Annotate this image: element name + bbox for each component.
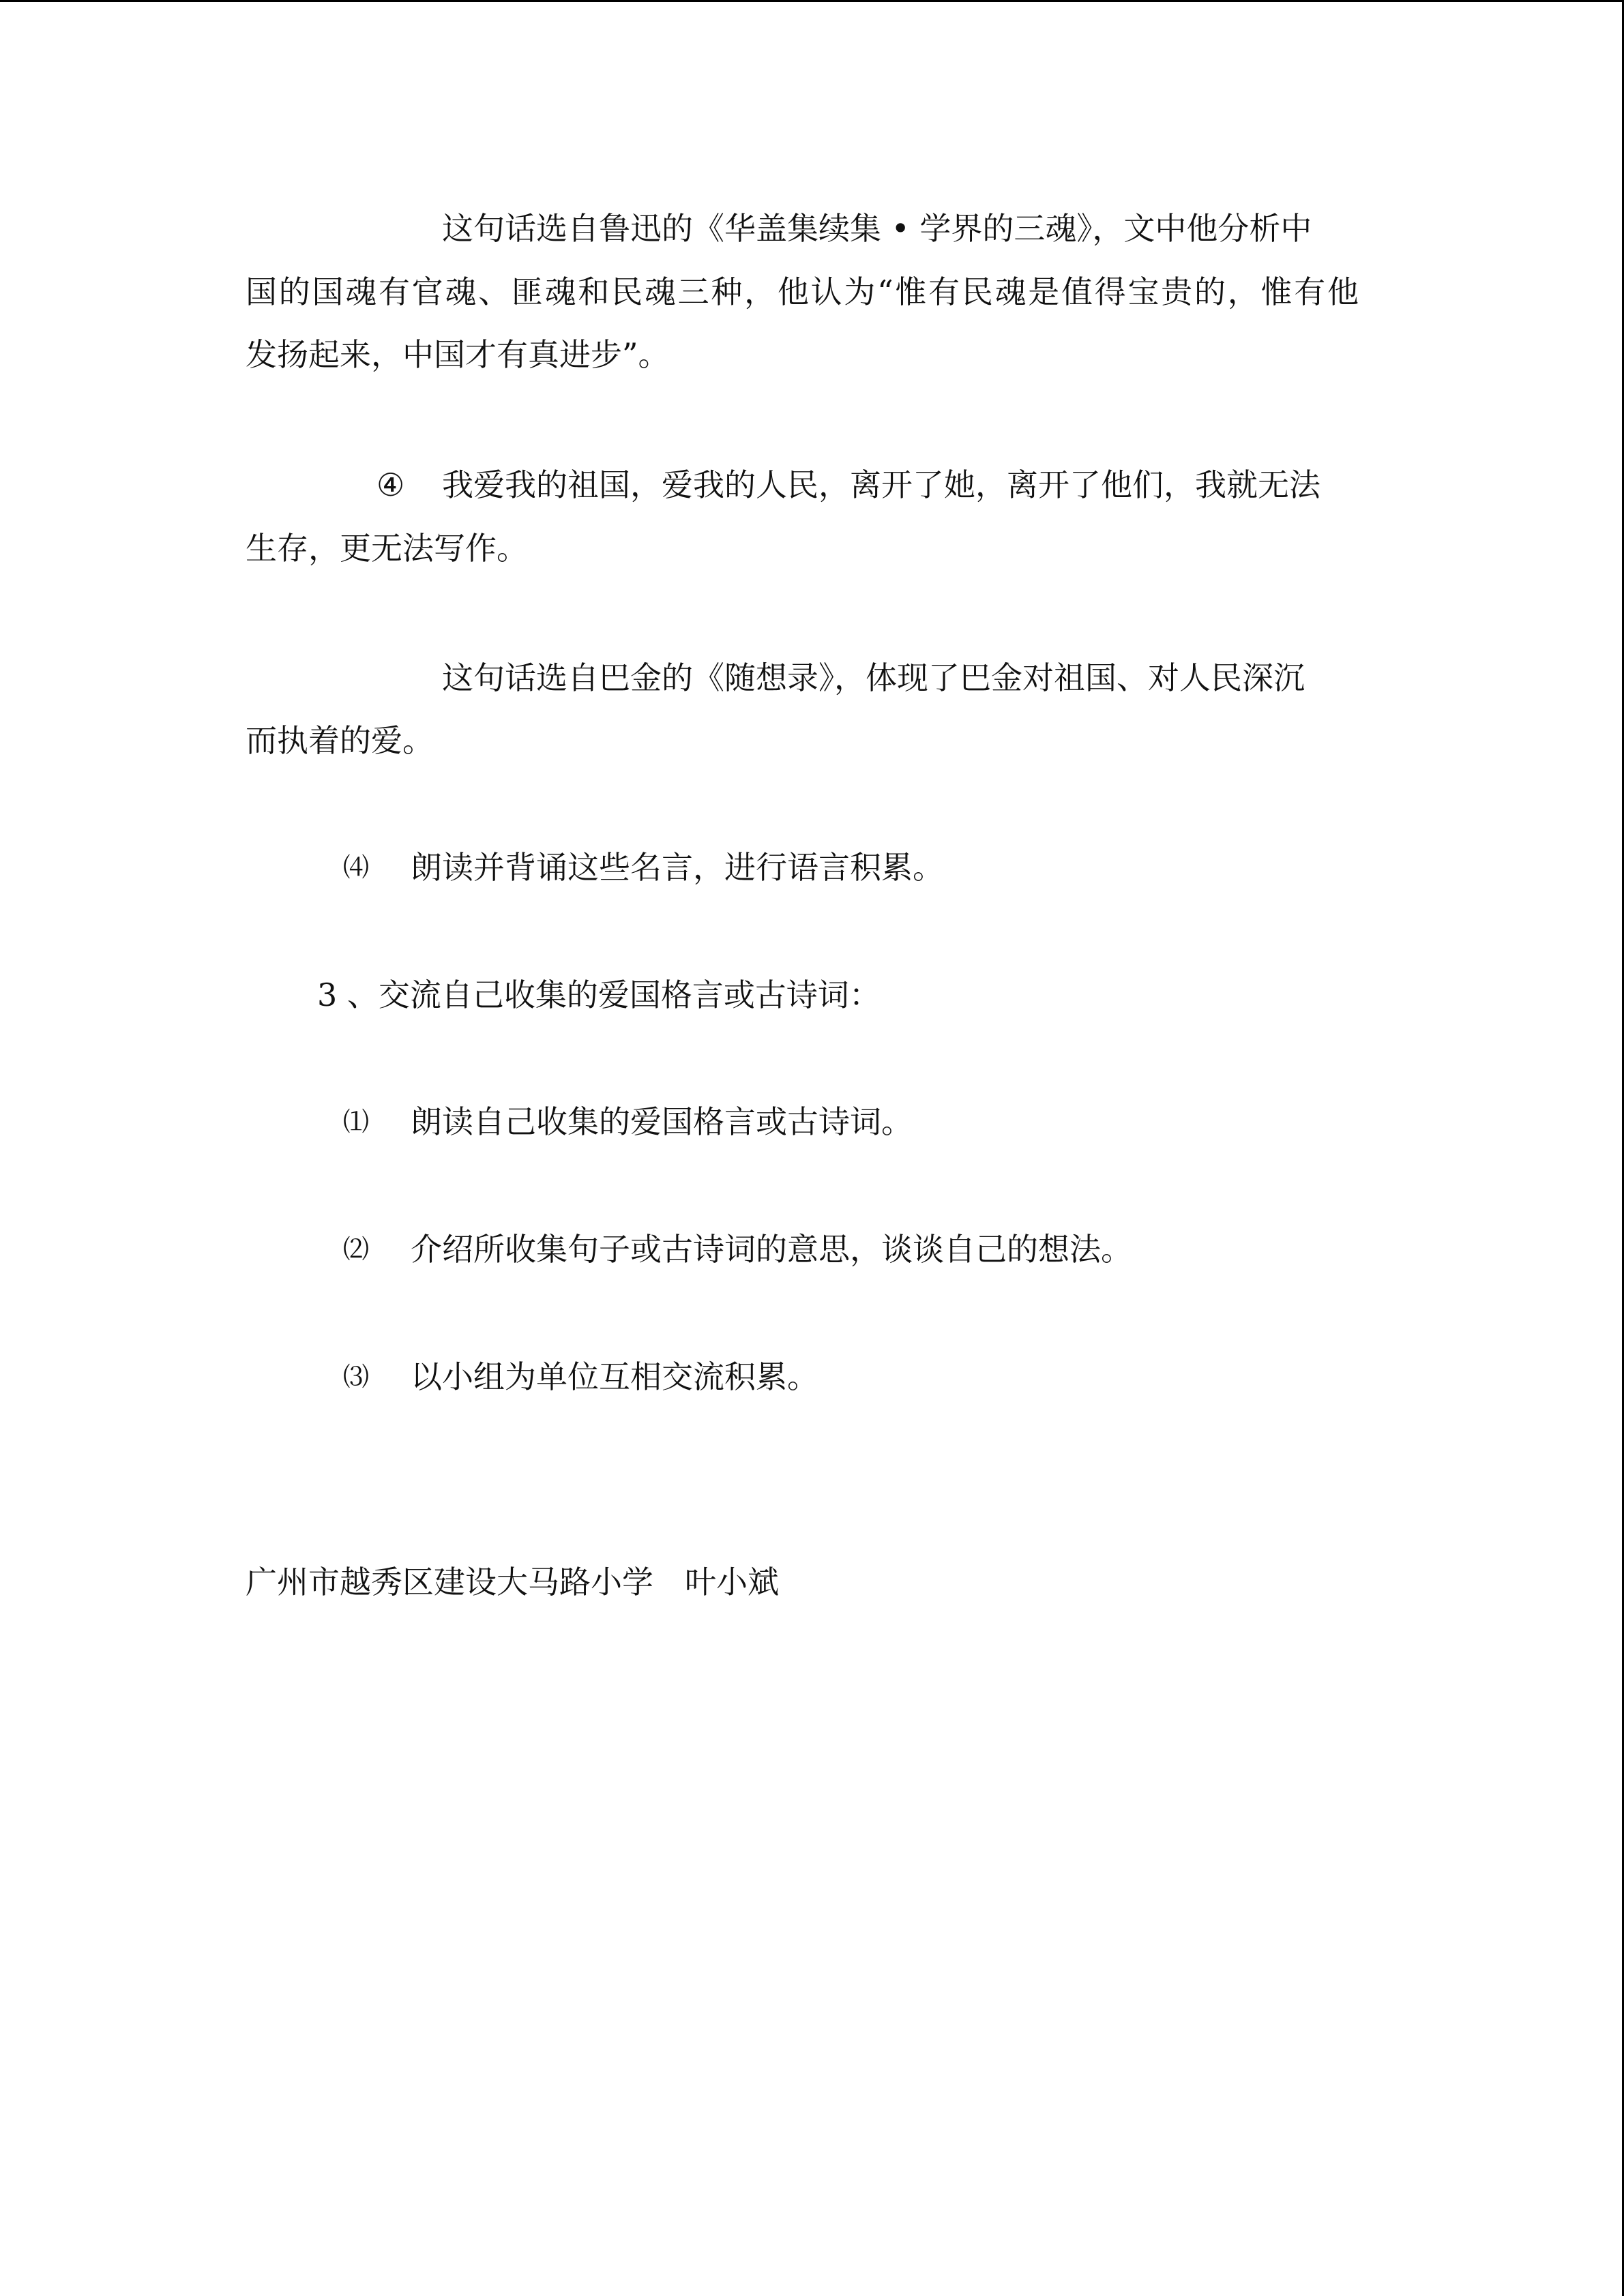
paragraph-1-line-2: 国的国魂有官魂、匪魂和民魂三种，他认为“惟有民魂是值得宝贵的，惟有他: [246, 273, 1359, 310]
sub-item-1-number: ⑴: [343, 1107, 370, 1137]
sub-item-2-text: 介绍所收集句子或古诗词的意思，谈谈自己的想法。: [411, 1231, 1132, 1268]
author-footer: 广州市越秀区建设大马路小学 叶小斌: [246, 1564, 779, 1600]
step-4-number: ⑷: [343, 852, 370, 882]
quote-4-marker: ④: [377, 466, 405, 503]
page-top-border: [0, 0, 1624, 2]
sub-item-2-number: ⑵: [343, 1234, 370, 1264]
paragraph-1-line-1: 这句话选自鲁迅的《华盖集续集 • 学界的三魂》，文中他分析中: [442, 210, 1312, 247]
sub-item-1-text: 朗读自己收集的爱国格言或古诗词。: [411, 1103, 913, 1140]
sub-item-3-number: ⑶: [343, 1362, 370, 1392]
sub-item-3-text: 以小组为单位互相交流积累。: [411, 1358, 818, 1395]
quote-4-line-1: 我爱我的祖国，爱我的人民，离开了她，离开了他们，我就无法: [442, 466, 1320, 503]
step-4-text: 朗读并背诵这些名言，进行语言积累。: [411, 849, 944, 886]
quote-4-line-2: 生存，更无法写作。: [246, 530, 528, 567]
section-3-heading: 3 、交流自己收集的爱国格言或古诗词：: [317, 976, 881, 1013]
paragraph-1-line-3: 发扬起来，中国才有真进步”。: [246, 336, 670, 373]
paragraph-2-line-1: 这句话选自巴金的《随想录》，体现了巴金对祖国、对人民深沉: [442, 659, 1305, 696]
paragraph-2-line-2: 而执着的爱。: [246, 722, 434, 759]
